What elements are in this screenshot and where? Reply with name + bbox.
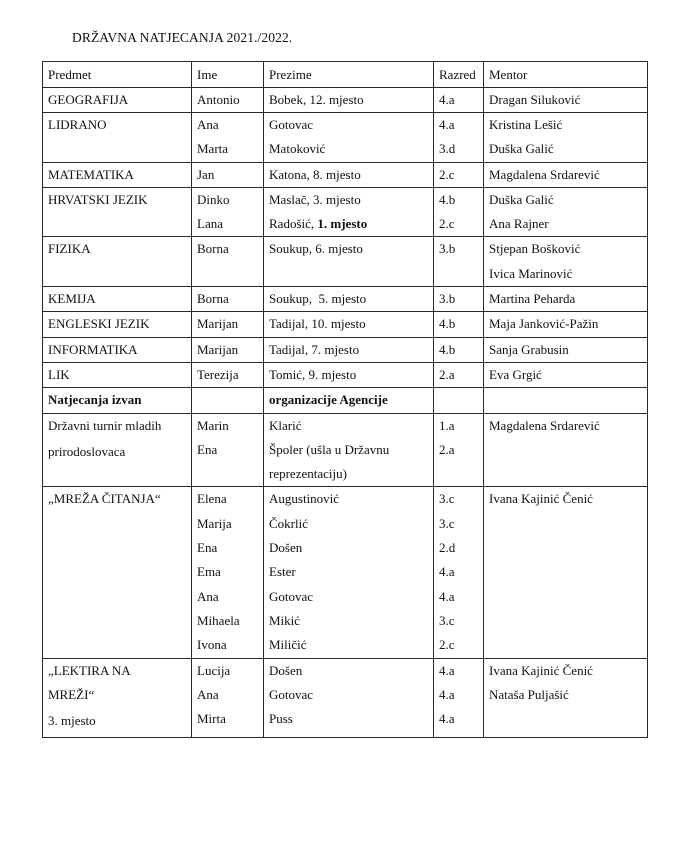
table-row <box>43 487 648 658</box>
cell-ime: Terezija <box>192 362 264 387</box>
cell-predmet: „LEKTIRA NA MREŽI“ 3. mjesto <box>43 658 192 738</box>
table-row <box>43 337 648 362</box>
cell-prezime: Tadijal, 7. mjesto <box>264 337 434 362</box>
cell-predmet: ENGLESKI JEZIK <box>43 312 192 337</box>
cell-predmet: INFORMATIKA <box>43 337 192 362</box>
cell-mentor: Martina Peharda <box>484 287 648 312</box>
cell-predmet: LIDRANO <box>43 112 192 162</box>
cell-ime: Dinko Lana <box>192 187 264 237</box>
cell-razred: 1.a 2.a <box>434 413 484 487</box>
cell-razred: 2.c <box>434 162 484 187</box>
cell-predmet: GEOGRAFIJA <box>43 87 192 112</box>
table-row <box>43 87 648 112</box>
cell-ime: Elena Marija Ena Ema Ana Mihaela Ivona <box>192 487 264 658</box>
cell-mentor <box>484 388 648 413</box>
cell-ime: Ana Marta <box>192 112 264 162</box>
table-row <box>43 187 648 237</box>
cell-predmet: FIZIKA <box>43 237 192 287</box>
placement-bold: 1. mjesto <box>317 216 368 232</box>
table-row <box>43 112 648 162</box>
section-label-left: Natjecanja izvan <box>43 388 192 413</box>
cell-predmet: MATEMATIKA <box>43 162 192 187</box>
cell-ime: Marijan <box>192 312 264 337</box>
cell-mentor: Sanja Grabusin <box>484 337 648 362</box>
cell-ime: Antonio <box>192 87 264 112</box>
cell-prezime: Soukup, 6. mjesto <box>264 237 434 287</box>
section-label-right: organizacije Agencije <box>264 388 434 413</box>
cell-mentor: Duška Galić Ana Rajner <box>484 187 648 237</box>
cell-prezime: Klarić Špoler (ušla u Državnu reprezentaciju) <box>264 413 434 487</box>
cell-prezime: Došen Gotovac Puss <box>264 658 434 738</box>
table-row <box>43 413 648 487</box>
cell-razred: 4.a <box>434 87 484 112</box>
header-ime: Ime <box>192 62 264 88</box>
cell-razred: 4.a 3.d <box>434 112 484 162</box>
cell-razred: 3.b <box>434 287 484 312</box>
cell-ime: Jan <box>192 162 264 187</box>
header-predmet: Predmet <box>43 62 192 88</box>
cell-prezime: Bobek, 12. mjesto <box>264 87 434 112</box>
header-prezime: Prezime <box>264 62 434 88</box>
cell-prezime: Soukup, 5. mjesto <box>264 287 434 312</box>
cell-predmet: „MREŽA ČITANJA“ <box>43 487 192 658</box>
cell-prezime: Tadijal, 10. mjesto <box>264 312 434 337</box>
cell-razred <box>434 388 484 413</box>
cell-mentor: Kristina Lešić Duška Galić <box>484 112 648 162</box>
cell-prezime: Gotovac Matoković <box>264 112 434 162</box>
cell-razred: 2.a <box>434 362 484 387</box>
cell-razred: 3.c 3.c 2.d 4.a 4.a 3.c 2.c <box>434 487 484 658</box>
section-row <box>43 388 648 413</box>
cell-razred: 4.b <box>434 337 484 362</box>
cell-predmet: LIK <box>43 362 192 387</box>
cell-prezime: Maslač, 3. mjesto Radošić, 1. mjesto <box>264 187 434 237</box>
cell-predmet: Državni turnir mladih prirodoslovaca <box>43 413 192 487</box>
cell-prezime: Tomić, 9. mjesto <box>264 362 434 387</box>
document-title: DRŽAVNA NATJECANJA 2021./2022. <box>72 30 293 45</box>
cell-ime: Marin Ena <box>192 413 264 487</box>
table-row <box>43 162 648 187</box>
cell-razred: 4.b <box>434 312 484 337</box>
table-row <box>43 312 648 337</box>
cell-mentor: Dragan Siluković <box>484 87 648 112</box>
cell-prezime: Augustinović Čokrlić Došen Ester Gotovac Mikić Miličić <box>264 487 434 658</box>
table-row <box>43 362 648 387</box>
prezime-text: Radošić, <box>269 216 318 232</box>
cell-razred: 4.a 4.a 4.a <box>434 658 484 738</box>
table-row <box>43 237 648 287</box>
cell-mentor: Magdalena Srdarević <box>484 413 648 487</box>
cell-mentor: Maja Janković-Pažin <box>484 312 648 337</box>
table-row <box>43 658 648 738</box>
cell-ime: Borna <box>192 237 264 287</box>
cell-predmet: KEMIJA <box>43 287 192 312</box>
cell-ime <box>192 388 264 413</box>
cell-razred: 4.b 2.c <box>434 187 484 237</box>
cell-mentor: Ivana Kajinić Čenić <box>484 487 648 658</box>
header-razred: Razred <box>434 62 484 88</box>
cell-razred: 3.b <box>434 237 484 287</box>
cell-ime: Marijan <box>192 337 264 362</box>
cell-mentor: Eva Grgić <box>484 362 648 387</box>
header-row <box>43 62 648 88</box>
cell-mentor: Stjepan Bošković Ivica Marinović <box>484 237 648 287</box>
cell-ime: Lucija Ana Mirta <box>192 658 264 738</box>
cell-prezime: Katona, 8. mjesto <box>264 162 434 187</box>
cell-ime: Borna <box>192 287 264 312</box>
cell-predmet: HRVATSKI JEZIK <box>43 187 192 237</box>
header-mentor: Mentor <box>484 62 648 88</box>
cell-mentor: Magdalena Srdarević <box>484 162 648 187</box>
table-row <box>43 287 648 312</box>
cell-mentor: Ivana Kajinić Čenić Nataša Puljašić <box>484 658 648 738</box>
competitions-table <box>42 61 648 738</box>
